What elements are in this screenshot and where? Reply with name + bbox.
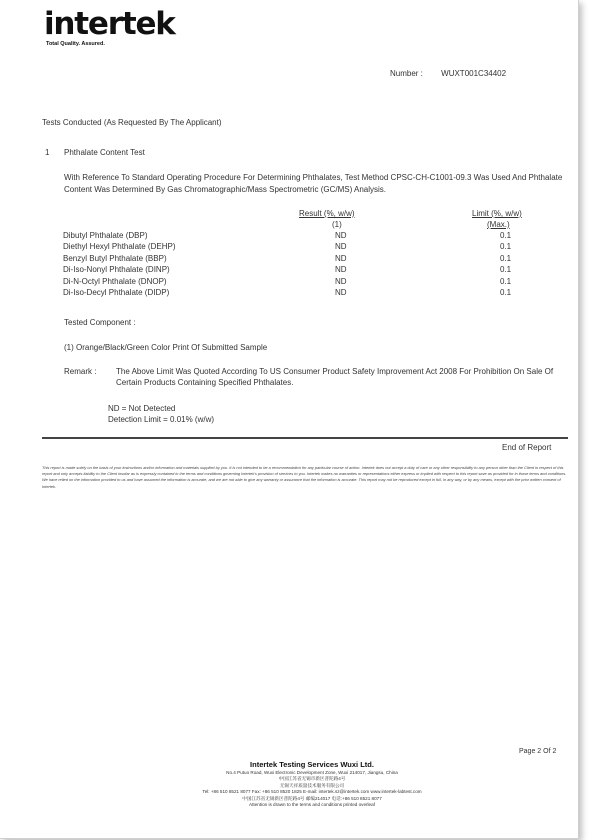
substance-limit: 0.1: [500, 253, 512, 263]
table-row: [63, 287, 540, 298]
remark-text: The Above Limit Was Quoted According To US Consumer Product Safety Improvement Act 2008 For Prohibition On Sale Of Certain Products Containing Specified Phthalates.: [116, 367, 554, 387]
result-column-header: Result (%, w/w): [299, 209, 355, 218]
footer-attention: Attention is drawn to the terms and conditions printed overleaf: [249, 802, 375, 808]
substance-limit: 0.1: [500, 288, 512, 298]
substance-result: ND: [335, 253, 347, 263]
substance-result: ND: [335, 288, 347, 298]
table-row: [63, 253, 540, 264]
substance-name: Di-N-Octyl Phthalate (DNOP): [63, 276, 167, 286]
footer-address-cn-1: 中国江苏省无锡市新区普陀路4号: [278, 776, 346, 782]
limit-column-subheader: (Max.): [487, 220, 510, 229]
table-row: [63, 230, 540, 241]
tests-conducted-title: Tests Conducted (As Requested By The Applicant): [42, 118, 222, 127]
footer: [70, 760, 554, 808]
end-of-report: End of Report: [502, 443, 552, 452]
substance-name: Dibutyl Phthalate (DBP): [63, 231, 148, 240]
intertek-logo: intertek: [44, 6, 175, 42]
result-column-subheader: (1): [332, 220, 342, 229]
phthalate-results-table: [63, 230, 540, 298]
substance-name: Diethyl Hexyl Phthalate (DEHP): [63, 242, 176, 252]
substance-result: ND: [335, 276, 347, 286]
substance-name: Benzyl Butyl Phthalate (BBP): [63, 253, 167, 263]
page-number: Page 2 Of 2: [519, 748, 557, 755]
table-row: [63, 276, 540, 287]
nd-note: ND = Not Detected: [108, 404, 176, 413]
substance-result: ND: [335, 242, 347, 252]
report-number-label: Number :: [390, 69, 423, 78]
report-number-value: WUXT001C34402: [441, 69, 507, 78]
table-row: [63, 264, 540, 275]
section-title: Phthalate Content Test: [64, 148, 145, 157]
detection-limit-note: Detection Limit = 0.01% (w/w): [108, 415, 215, 424]
section-number: 1: [45, 148, 50, 157]
table-row: [63, 241, 540, 252]
report-number: [390, 69, 506, 78]
footer-address-cn-2: 无锡天祥质量技术服务有限公司: [279, 782, 345, 788]
substance-limit: 0.1: [500, 231, 512, 240]
limit-column-header: Limit (%, w/w): [472, 209, 522, 218]
remark: [64, 366, 564, 388]
test-method-reference: With Reference To Standard Operating Procedure For Determining Phthalates, Test Method CPSC-CH-C1001-09.3 Was Used And Phthalate Content Was Determined By Gas Chromatographic/Mass Spectrometric (GC/MS) Analysis.: [64, 173, 563, 194]
footer-contact-cn: 中国江苏省无锡新区普陀路4号 邮编214017 电话:+86 510 8521 8077: [242, 795, 382, 801]
footer-company: Intertek Testing Services Wuxi Ltd.: [250, 760, 374, 769]
substance-name: Di-Iso-Nonyl Phthalate (DINP): [63, 265, 170, 275]
substance-limit: 0.1: [500, 276, 512, 286]
substance-limit: 0.1: [500, 242, 512, 252]
substance-result: ND: [335, 231, 347, 240]
tested-component-label: Tested Component :: [64, 318, 136, 327]
footer-contact: Tel: +86 510 8521 8077 Fax: +86 510 8520 1825 E-mail: intertek.sz@intertek.com www.intertek-labtest.com: [202, 789, 422, 795]
tested-component-value: (1) Orange/Black/Green Color Print Of Submitted Sample: [64, 343, 268, 352]
substance-result: ND: [335, 265, 347, 275]
footer-address-en: No.4 Putuo Road, Wuxi Electronic Development Zone, Wuxi 214017, Jiangsu, China: [226, 770, 398, 775]
substance-name: Di-Iso-Decyl Phthalate (DIDP): [63, 288, 170, 298]
divider: [42, 437, 568, 439]
remark-label: Remark :: [64, 367, 97, 376]
logo-tagline: Total Quality. Assured.: [46, 41, 105, 47]
disclaimer-text: This report is made solely on the basis of your instructions and/or information and materials supplied by you. It is not intended to be a recommendation for any particular course of action. Intertek does not accept a duty of care or any other responsibility to any person other than the Client in respect of this report and only accepts liability to the Client insofar as is expressly contained in the terms and conditions governing Intertek's provision of services to you. Intertek makes no warranties or representations either express or implied with respect to this report save as provided for in those terms and conditions. We have relied on the information provided to us and have assumed the information is accurate, and we are not able to give any warranty or assurance that the information is accurate. This report may not be reproduced except in full, in any way, or by any means, except with the prior written consent of Intertek.: [42, 465, 567, 489]
substance-limit: 0.1: [500, 265, 512, 275]
